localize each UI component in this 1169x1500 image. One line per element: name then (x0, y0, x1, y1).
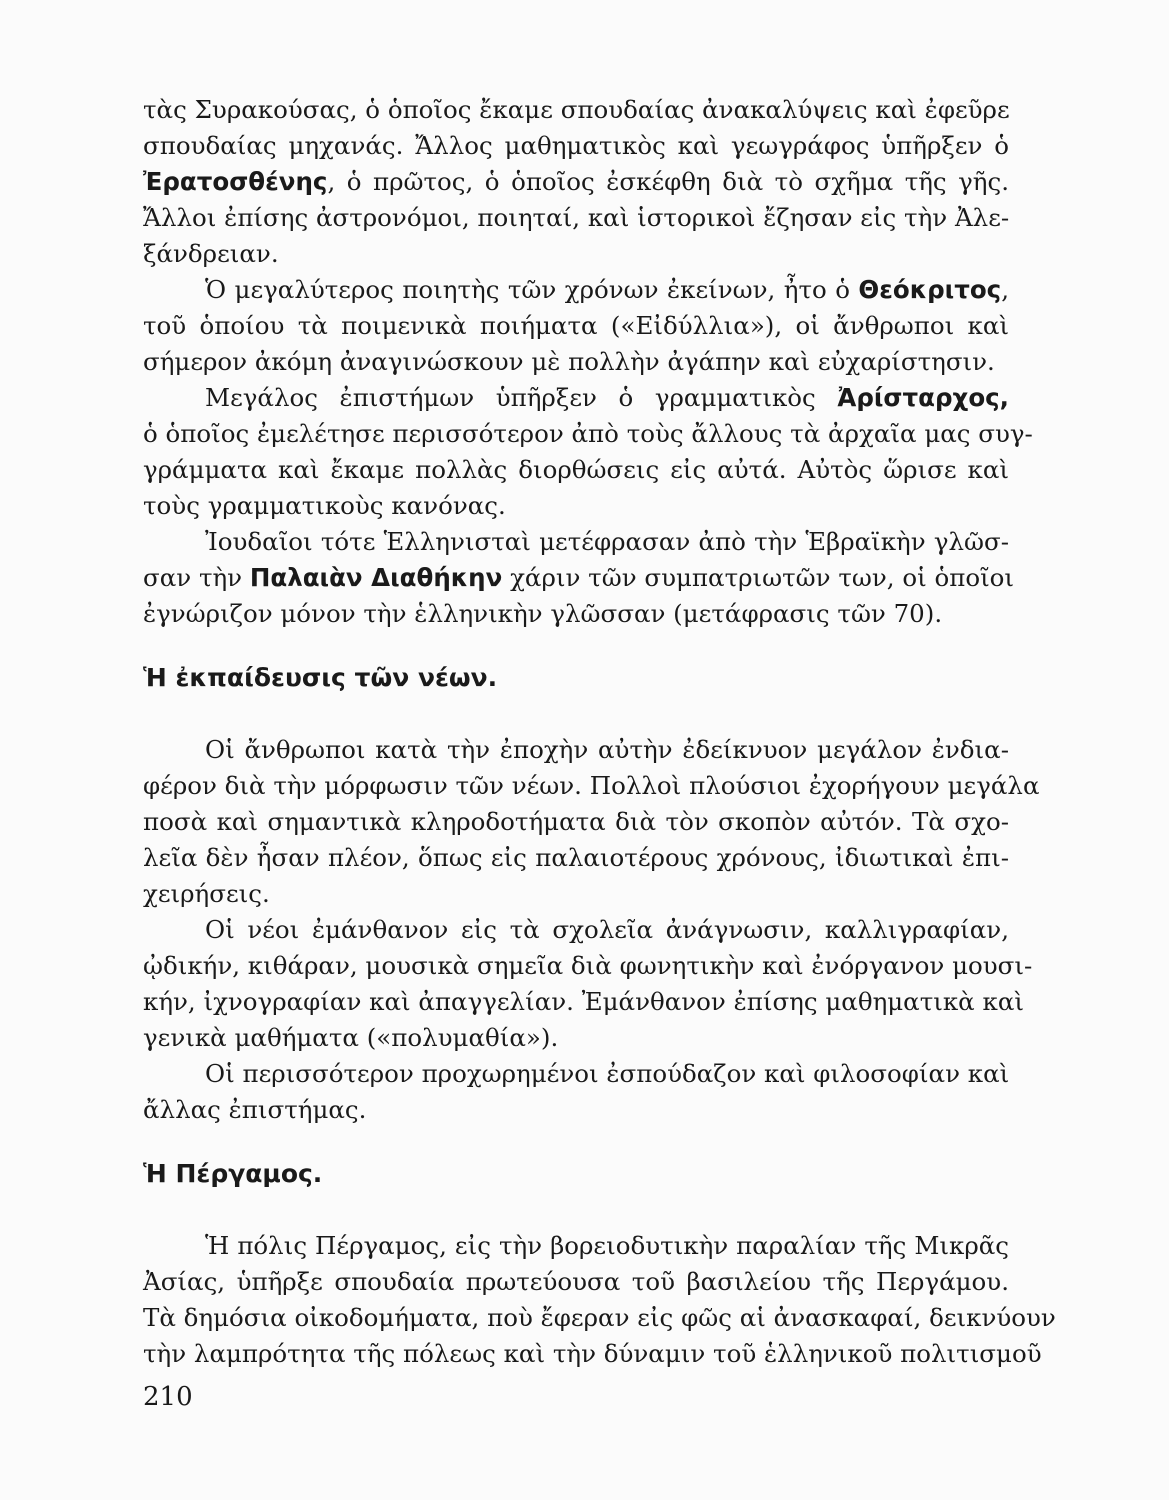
text-line: Οἱ περισσότερον προχωρημένοι ἐσπούδαζον καὶ φιλοσοφίαν καὶ (205, 1059, 1010, 1088)
text-line: σήμερον ἀκόμη ἀναγινώσκουν μὲ πολλὴν ἀγάπην καὶ εὐχαρίστησιν. (143, 347, 995, 376)
text-line: τοὺς γραμματικοὺς κανόνας. (143, 491, 506, 520)
bold-term-eratosthenes: Ἐρατοσθένης (143, 167, 328, 196)
text-line: σπουδαίας μηχανάς. Ἄλλος μαθηματικὸς καὶ γεωγράφος ὑπῆρξεν ὁ (143, 131, 1009, 160)
text-line: Ἀσίας, ὑπῆρξε σπουδαία πρωτεύουσα τοῦ βασιλείου τῆς Περγάμου. (143, 1267, 1009, 1296)
bold-term-theokritos: Θεόκριτος (858, 275, 1002, 304)
text-line: σαν τὴν Παλαιὰν Διαθήκην χάριν τῶν συμπατριωτῶν των, οἱ ὁποῖοι (143, 563, 1015, 592)
text-line: κήν, ἰχνογραφίαν καὶ ἀπαγγελίαν. Ἐμάνθανον ἐπίσης μαθηματικὰ καὶ (143, 987, 1024, 1016)
text-line: Ἄλλοι ἐπίσης ἀστρονόμοι, ποιηταί, καὶ ἱστορικοὶ ἔζησαν εἰς τὴν Ἀλε- (143, 203, 1010, 232)
text-line: λεῖα δὲν ἦσαν πλέον, ὅπως εἰς παλαιοτέρους χρόνους, ἰδιωτικαὶ ἐπι- (143, 843, 1009, 872)
text-line: ἄλλας ἐπιστήμας. (143, 1095, 367, 1124)
text-line: Ἰουδαῖοι τότε Ἑλληνισταὶ μετέφρασαν ἀπὸ τὴν Ἑβραϊκὴν γλῶσ- (205, 527, 1009, 556)
text-line: ἐγνώριζον μόνον τὴν ἑλληνικὴν γλῶσσαν (μετάφρασις τῶν 70). (143, 599, 943, 628)
text-line: τὰς Συρακούσας, ὁ ὁποῖος ἔκαμε σπουδαίας ἀνακαλύψεις καὶ ἐφεῦρε (143, 95, 1010, 124)
bold-term-aristarchos: Ἀρίσταρχος, (837, 383, 1009, 412)
text-column (143, 92, 1056, 1372)
text-line: χειρήσεις. (143, 879, 270, 908)
text-line: Ἐρατοσθένης, ὁ πρῶτος, ὁ ὁποῖος ἐσκέφθη διὰ τὸ σχῆμα τῆς γῆς. (143, 167, 1009, 196)
text-line: ᾠδικήν, κιθάραν, μουσικὰ σημεῖα διὰ φωνητικὴν καὶ ἐνόργανον μουσι- (143, 951, 1033, 980)
section-heading-pergamos: Ἡ Πέργαμος. (143, 1159, 323, 1188)
text-line: ξάνδρειαν. (143, 239, 279, 268)
text-line: τοῦ ὁποίου τὰ ποιμενικὰ ποιήματα («Εἰδύλλια»), οἱ ἄνθρωποι καὶ (143, 311, 1009, 340)
text-line: Μεγάλος ἐπιστήμων ὑπῆρξεν ὁ γραμματικὸς Ἀρίσταρχος, (205, 383, 1009, 412)
text-line: τὴν λαμπρότητα τῆς πόλεως καὶ τὴν δύναμιν τοῦ ἑλληνικοῦ πολιτισμοῦ (143, 1339, 1042, 1368)
text-line: Ἡ πόλις Πέργαμος, εἰς τὴν βορειοδυτικὴν παραλίαν τῆς Μικρᾶς (205, 1231, 1009, 1260)
text-line: Οἱ ἄνθρωποι κατὰ τὴν ἐποχὴν αὐτὴν ἐδείκνυον μεγάλον ἐνδια- (205, 735, 1009, 764)
text-line: φέρον διὰ τὴν μόρφωσιν τῶν νέων. Πολλοὶ πλούσιοι ἐχορήγουν μεγάλα (143, 771, 1040, 800)
text-line: ποσὰ καὶ σημαντικὰ κληροδοτήματα διὰ τὸν σκοπὸν αὐτόν. Τὰ σχο- (143, 807, 1009, 836)
text-line: Τὰ δημόσια οἰκοδομήματα, ποὺ ἔφεραν εἰς φῶς αἱ ἀνασκαφαί, δεικνύουν (143, 1303, 1056, 1332)
text-line: Ὁ μεγαλύτερος ποιητὴς τῶν χρόνων ἐκείνων, ἦτο ὁ Θεόκριτος, (205, 275, 1009, 304)
text-line: Οἱ νέοι ἐμάνθανον εἰς τὰ σχολεῖα ἀνάγνωσιν, καλλιγραφίαν, (205, 915, 1009, 944)
text-line: γενικὰ μαθήματα («πολυμαθία»). (143, 1023, 559, 1052)
text-line: ὁ ὁποῖος ἐμελέτησε περισσότερον ἀπὸ τοὺς ἄλλους τὰ ἀρχαῖα μας συγ- (143, 419, 1033, 448)
page-number: 210 (143, 1382, 193, 1412)
text-line: γράμματα καὶ ἔκαμε πολλὰς διορθώσεις εἰς αὐτά. Αὐτὸς ὥρισε καὶ (143, 455, 1009, 484)
section-heading-education: Ἡ ἐκπαίδευσις τῶν νέων. (143, 663, 498, 692)
bold-term-palaia-diathiki: Παλαιὰν Διαθήκην (249, 563, 503, 592)
